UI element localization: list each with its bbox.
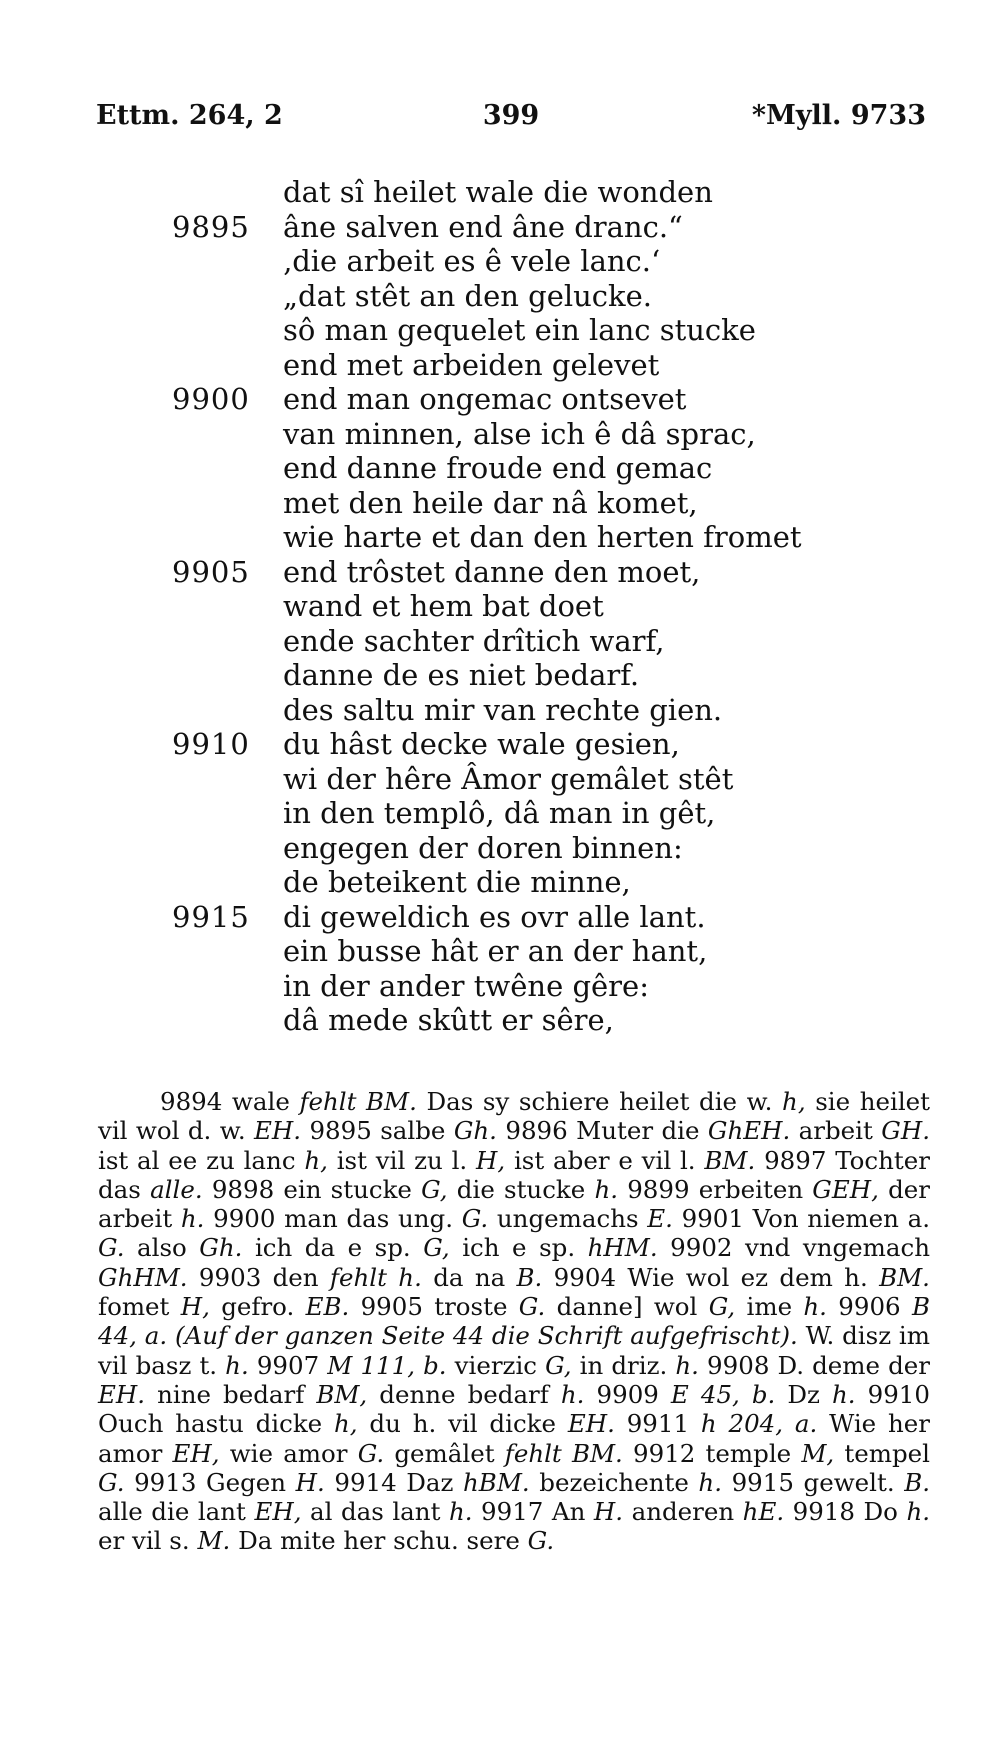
verse-line (172, 244, 932, 279)
apparatus-text: die stucke (447, 1174, 595, 1204)
siglum-italic: G. (518, 1292, 546, 1322)
apparatus-text: 9904 Wie wol ez dem h. (542, 1262, 880, 1292)
apparatus-text: 9906 (826, 1292, 912, 1322)
apparatus-paragraph (98, 1087, 930, 1556)
apparatus-text: 9900 man das ung. (204, 1204, 462, 1234)
apparatus-text: danne] wol (545, 1292, 709, 1322)
running-head (96, 100, 926, 140)
verse-text: in den templô, dâ man in gêt, (283, 796, 716, 830)
verse-line (172, 658, 932, 693)
apparatus-text: 9907 (248, 1350, 328, 1380)
verse-line (172, 417, 932, 452)
siglum-italic: BM. (704, 1145, 756, 1175)
apparatus-text: sie heilet vil wol d. w. (98, 1087, 930, 1146)
verse-line (172, 313, 932, 348)
siglum-italic: G. (357, 1438, 385, 1468)
verse-text: ein busse hât er an der hant, (283, 934, 708, 968)
siglum-italic: hBM. (463, 1467, 530, 1497)
apparatus-text: 9910 Ouch hastu dicke (98, 1379, 930, 1439)
verse-line (172, 555, 932, 590)
verse-text: in der ander twêne gêre: (283, 968, 649, 1003)
verse-text: du hâst decke wale gesien, (283, 727, 680, 761)
apparatus-text: also (124, 1233, 200, 1263)
siglum-italic: G, (421, 1174, 448, 1204)
apparatus-text: 9894 wale (160, 1087, 300, 1116)
verse-text: ende sachter drîtich warf, (283, 623, 665, 658)
line-number: 9910 (172, 727, 250, 761)
siglum-italic: G. (98, 1233, 125, 1263)
siglum-italic: G, (708, 1292, 736, 1322)
siglum-italic: EH. (98, 1379, 146, 1409)
siglum-italic: GhHM. (98, 1262, 188, 1292)
siglum-italic: h. (560, 1379, 585, 1409)
apparatus-text: 9918 Do (784, 1497, 907, 1527)
verse-line (172, 796, 932, 831)
apparatus-text: ist vil zu l. (327, 1145, 477, 1175)
siglum-italic: H, (180, 1292, 210, 1322)
verse-line (172, 451, 932, 486)
apparatus-text: wie amor (219, 1438, 358, 1468)
siglum-italic: EH, (254, 1497, 302, 1527)
siglum-italic: h. (675, 1350, 699, 1380)
verse-text: âne salven end âne dranc.“ (283, 209, 683, 244)
verse-text: dat sî heilet wale die wonden (283, 175, 713, 209)
verse-text: des saltu mir van rechte gien. (283, 692, 723, 727)
apparatus-text: in driz. (571, 1350, 676, 1380)
apparatus-text: 9902 vnd vngemach (657, 1233, 930, 1263)
siglum-italic: h. (225, 1350, 249, 1380)
apparatus-text: gemâlet (384, 1438, 505, 1468)
apparatus-text: Da mite her schu. sere (230, 1526, 528, 1556)
apparatus-text: 9895 salbe (301, 1116, 454, 1146)
apparatus-text: tempel (834, 1438, 930, 1468)
apparatus-text: Wie her amor (98, 1409, 930, 1468)
apparatus-text: 9903 den (187, 1262, 330, 1292)
siglum-italic: h. (698, 1467, 722, 1497)
line-number: 9905 (172, 554, 250, 589)
verse-line (172, 865, 932, 900)
siglum-italic: M, (801, 1438, 835, 1468)
apparatus-text: da na (421, 1262, 517, 1292)
apparatus-text: denne bedarf (367, 1379, 561, 1409)
page-number: 399 (482, 100, 540, 131)
verse-line (172, 486, 932, 521)
apparatus-text: ime (735, 1292, 804, 1322)
verse-text: di geweldich es ovr alle lant. (283, 899, 706, 934)
apparatus-text: ich da e sp. (242, 1233, 424, 1263)
poem-text (172, 175, 932, 1038)
siglum-italic: fehlt h. (329, 1262, 422, 1292)
siglum-italic: G. (98, 1467, 125, 1497)
apparatus-text: Das sy schiere heilet die w. (416, 1087, 783, 1116)
apparatus-text: 9909 (584, 1379, 671, 1409)
apparatus-text: arbeit (790, 1116, 882, 1146)
apparatus-text: 9915 gewelt. (722, 1467, 905, 1497)
siglum-italic: h. (832, 1379, 856, 1409)
verse-text: wie harte et dan den herten fromet (283, 520, 802, 554)
apparatus-text: nine bedarf (145, 1379, 317, 1409)
apparatus-text: alle die lant (98, 1497, 255, 1527)
apparatus-text: ungemachs (488, 1204, 648, 1234)
apparatus-text: ich e sp. (449, 1233, 588, 1263)
verse-text: dâ mede skûtt er sêre, (283, 1003, 614, 1037)
siglum-italic: hE. (742, 1497, 785, 1527)
siglum-italic: fehlt BM. (299, 1087, 417, 1116)
apparatus-text: W. disz im vil basz t. (98, 1321, 930, 1380)
apparatus-text: anderen (623, 1497, 743, 1527)
siglum-italic: h, (334, 1409, 358, 1439)
verse-text: de beteikent die minne, (283, 865, 631, 899)
verse-line (172, 762, 932, 797)
siglum-italic: G, (423, 1233, 450, 1263)
apparatus-text: fomet (98, 1292, 181, 1322)
siglum-italic: B 44, a. (Auf der ganzen Seite 44 die Schrift aufgefrischt). (98, 1292, 930, 1351)
siglum-italic: EH. (567, 1409, 615, 1439)
apparatus-text: 9905 troste (349, 1292, 519, 1322)
siglum-italic: EH. (254, 1116, 302, 1146)
siglum-italic: h. (594, 1174, 619, 1204)
line-number: 9900 (172, 382, 250, 416)
verse-text: van minnen, alse ich ê dâ sprac, (283, 416, 756, 451)
apparatus-text: 9917 An (472, 1497, 594, 1527)
siglum-italic: B. (516, 1262, 543, 1292)
siglum-italic: alle. (150, 1174, 203, 1204)
verse-text: end met arbeiden gelevet (283, 347, 660, 382)
siglum-italic: E 45, b. (670, 1379, 776, 1409)
apparatus-text: der arbeit (98, 1174, 930, 1234)
verse-line (172, 520, 932, 555)
verse-text: end danne froude end gemac (283, 451, 713, 485)
line-number: 9895 (172, 209, 250, 244)
verse-line (172, 279, 932, 314)
verse-line (172, 382, 932, 417)
verse-text: met den heile dar nâ komet, (283, 485, 698, 520)
verse-text: sô man gequelet ein lanc stucke (283, 313, 756, 347)
siglum-italic: E. (647, 1204, 673, 1234)
siglum-italic: GEH, (812, 1174, 879, 1204)
siglum-italic: h 204, a. (700, 1409, 818, 1439)
verse-text: wand et hem bat doet (283, 589, 604, 623)
verse-line (172, 969, 932, 1004)
siglum-italic: GhEH. (707, 1116, 791, 1146)
verse-line (172, 693, 932, 728)
verse-line (172, 727, 932, 762)
siglum-italic: EH, (172, 1438, 220, 1468)
apparatus-text: gefro. (209, 1292, 306, 1322)
siglum-italic: M. (197, 1526, 231, 1556)
siglum-italic: BM, (316, 1379, 368, 1409)
siglum-italic: h. (906, 1497, 931, 1527)
verse-text: danne de es niet bedarf. (283, 658, 640, 692)
siglum-italic: G. (527, 1526, 555, 1556)
apparatus-text: 9898 ein stucke (202, 1174, 422, 1204)
siglum-italic: H, (476, 1145, 506, 1175)
verse-line (172, 624, 932, 659)
siglum-italic: fehlt BM. (504, 1438, 623, 1468)
apparatus-text: 9911 (614, 1409, 701, 1439)
siglum-italic: BM. (879, 1262, 930, 1292)
siglum-italic: H. (295, 1467, 325, 1497)
apparatus-text: er vil s. (98, 1526, 198, 1556)
siglum-italic: h, (782, 1087, 806, 1116)
apparatus-text: 9896 Muter die (496, 1116, 708, 1146)
siglum-italic: GH. (881, 1116, 930, 1146)
line-number: 9915 (172, 899, 250, 934)
siglum-italic: h. (448, 1497, 473, 1527)
siglum-italic: h, (304, 1145, 328, 1175)
siglum-italic: Gh. (453, 1116, 497, 1146)
header-left: Ettm. 264, 2 (96, 100, 283, 131)
verse-line (172, 210, 932, 245)
apparatus-text: 9913 Gegen (124, 1467, 296, 1497)
apparatus-text: Dz (775, 1379, 832, 1409)
verse-text: end man ongemac ontsevet (283, 382, 687, 416)
apparatus-text: 9901 Von niemen a. (672, 1204, 930, 1234)
verse-line (172, 175, 932, 210)
verse-line (172, 900, 932, 935)
verse-line (172, 348, 932, 383)
apparatus-text: du h. vil dicke (357, 1409, 568, 1439)
apparatus-text: al das lant (301, 1497, 449, 1527)
verse-text: wi der hêre Âmor gemâlet stêt (283, 761, 734, 796)
siglum-italic: hHM. (587, 1233, 658, 1263)
apparatus-text: 9897 Tochter das (98, 1145, 930, 1204)
apparatus-text: 9899 erbeiten (618, 1174, 813, 1204)
verse-line (172, 831, 932, 866)
verse-line (172, 589, 932, 624)
verse-text: ‚die arbeit es ê vele lanc.‘ (283, 244, 661, 278)
siglum-italic: h. (803, 1292, 827, 1322)
siglum-italic: G, (545, 1350, 572, 1380)
siglum-italic: h. (180, 1204, 205, 1234)
siglum-italic: M 111, b. (327, 1350, 447, 1380)
apparatus-text: bezeichente (529, 1467, 699, 1497)
apparatus-text: ist aber e vil l. (505, 1145, 705, 1175)
siglum-italic: EB. (305, 1292, 350, 1322)
verse-text: end trôstet danne den moet, (283, 554, 701, 589)
apparatus-text: ist al ee zu lanc (98, 1145, 305, 1175)
apparatus-text: vierzic (446, 1350, 546, 1380)
verse-text: engegen der doren binnen: (283, 830, 683, 865)
siglum-italic: G. (461, 1204, 489, 1234)
siglum-italic: H. (593, 1497, 624, 1527)
verse-line (172, 934, 932, 969)
critical-apparatus (98, 1087, 930, 1556)
siglum-italic: B. (904, 1467, 931, 1497)
apparatus-text: 9908 D. deme der (698, 1350, 931, 1380)
verse-text: „dat stêt an den gelucke. (283, 278, 652, 313)
verse-line (172, 1003, 932, 1038)
siglum-italic: Gh. (199, 1233, 243, 1263)
apparatus-text: 9912 temple (622, 1438, 802, 1468)
header-right: *Myll. 9733 (751, 100, 926, 131)
apparatus-text: 9914 Daz (324, 1467, 464, 1497)
